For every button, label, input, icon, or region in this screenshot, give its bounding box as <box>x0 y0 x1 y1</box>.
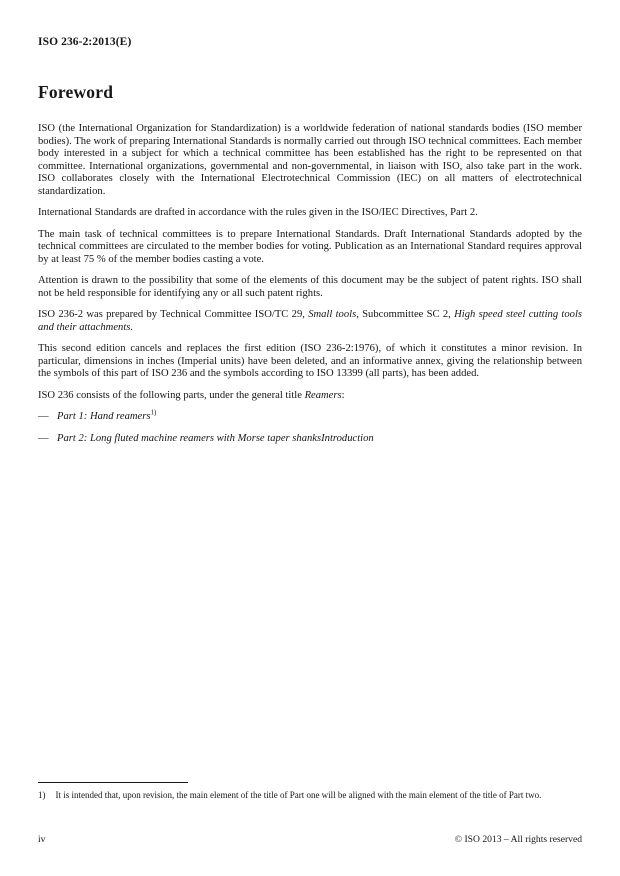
footer-copyright: © ISO 2013 – All rights reserved <box>454 834 582 845</box>
list-dash: — <box>38 411 49 422</box>
series-title: Reamers <box>304 389 342 401</box>
committee-name: Small tools <box>308 309 357 320</box>
subcommittee-name: High speed steel cutting tools and their attachments. <box>38 309 583 333</box>
doc-number: ISO 236-2:2013(E) <box>38 36 132 48</box>
text-run: : <box>341 389 345 401</box>
list-item-part2 <box>38 433 582 446</box>
text-run: , Subcommittee SC 2, <box>356 309 455 320</box>
list-dash: — <box>38 432 49 444</box>
page-footer <box>38 834 582 845</box>
paragraph-directives: International Standards are drafted in accordance with the rules given in the ISO/IEC Directives, Part 2. <box>38 207 478 218</box>
part1-title: Part 1: Hand reamers <box>57 411 151 422</box>
list-item-part1 <box>38 408 582 424</box>
footer-page-number: iv <box>38 834 46 845</box>
footnote-marker: 1) <box>38 790 46 800</box>
footnote <box>38 790 582 801</box>
paragraph-patent: Attention is drawn to the possibility that some of the elements of this document may be the subject of patent rights. ISO shall not be held responsible for identifying any or all such patent rights. <box>38 275 582 299</box>
footnote-text: It is intended that, upon revision, the main element of the title of Part one will be aligned with the main element of the title of Part two. <box>55 790 542 800</box>
text-run: ISO 236-2 was prepared by Technical Committee ISO/TC 29, <box>38 309 309 320</box>
paragraph-parts-intro <box>38 390 582 403</box>
footnote-separator <box>38 782 188 783</box>
footnote-reference: 1) <box>150 408 157 417</box>
footnote-block <box>38 782 582 801</box>
paragraph-prepared <box>38 309 582 334</box>
paragraph-main-task: The main task of technical committees is to prepare International Standards. Draft International Standards adopted by the technical committees are circulated to the member bodies for voting. Publication as an International Standard requires approval by at least 75 % of the member bodies casting a vote. <box>38 228 582 265</box>
paragraph-federation: ISO (the International Organization for Standardization) is a worldwide federation of national standards bodies (ISO member bodies). The work of preparing International Standards is normally carried out through ISO technical committees. Each member body interested in a subject for which a technical committee has been established has the right to be represented on that committee. International organizations, governmental and non-governmental, in liaison with ISO, also take part in the work. ISO collaborates closely with the International Electrotechnical Commission (IEC) on all matters of electrotechnical standardization. <box>38 123 582 197</box>
paragraph-edition: This second edition cancels and replaces the first edition (ISO 236-2:1976), of which it constitutes a minor revision. In particular, dimensions in inches (Imperial units) have been deleted, and an informative annex, giving the relationship between the symbols of this part of ISO 236 and the symbols according to ISO 13399 (all parts), has been added. <box>38 343 582 379</box>
page-title: Foreword <box>38 82 114 102</box>
part2-title: Part 2: Long fluted machine reamers with Morse taper shanksIntroduction <box>57 432 374 444</box>
text-run: ISO 236 consists of the following parts, under the general title <box>38 389 305 401</box>
